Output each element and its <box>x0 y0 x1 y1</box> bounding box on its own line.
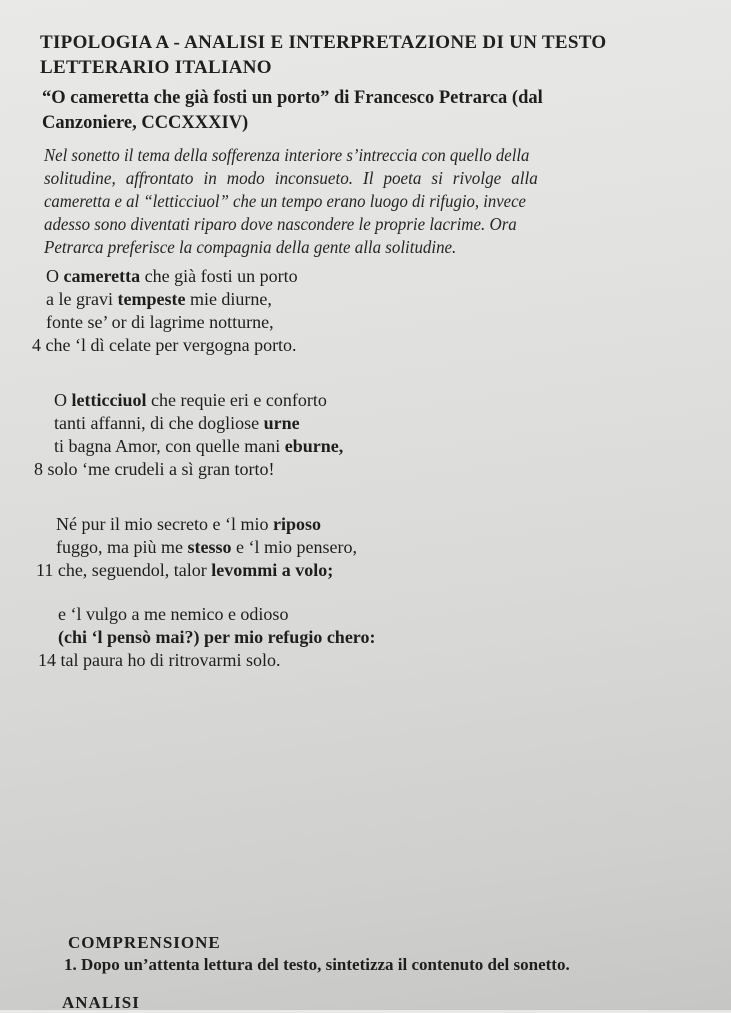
verse-2: a le gravi tempeste mie diurne, <box>46 289 272 309</box>
intro-line-5: Petrarca preferisce la compagnia della gente alla solitudine. <box>44 237 457 257</box>
analisi-heading: ANALISI <box>62 993 140 1012</box>
verse-8: 8 solo ‘me crudeli a sì gran torto! <box>34 459 275 479</box>
verse-14: 14 tal paura ho di ritrovarmi solo. <box>38 650 281 670</box>
verse-13: (chi ‘l pensò mai?) per mio refugio chero: <box>58 627 376 647</box>
verse-12: e ‘l vulgo a me nemico e odioso <box>58 604 289 624</box>
verse-9: Né pur il mio secreto e ‘l mio riposo <box>56 514 321 534</box>
intro-line-3: cameretta e al “letticciuol” che un tempo erano luogo di rifugio, invece <box>44 191 526 211</box>
verse-3: fonte se’ or di lagrime notturne, <box>46 312 274 332</box>
tipologia-heading-line2: LETTERARIO ITALIANO <box>40 57 272 78</box>
intro-line-4: adesso sono diventati riparo dove nascondere le proprie lacrime. Ora <box>44 214 517 234</box>
poem-title-line2: Canzoniere, CCCXXXIV) <box>42 113 249 133</box>
intro-line-1: Nel sonetto il tema della sofferenza interiore s’intreccia con quello della <box>44 145 530 165</box>
poem-title-line1: “O cameretta che già fosti un porto” di Francesco Petrarca (dal <box>42 88 543 108</box>
comprensione-question-1: 1. Dopo un’attenta lettura del testo, sintetizza il contenuto del sonetto. <box>64 955 570 974</box>
tipologia-heading-line1: TIPOLOGIA A - ANALISI E INTERPRETAZIONE DI UN TESTO <box>40 32 607 53</box>
verse-1: O cameretta che già fosti un porto <box>46 266 298 286</box>
verse-11: 11 che, seguendol, talor levommi a volo; <box>36 560 334 580</box>
verse-10: fuggo, ma più me stesso e ‘l mio pensero, <box>56 537 357 557</box>
verse-6: tanti affanni, di che dogliose urne <box>54 413 300 433</box>
intro-line-2: solitudine, affrontato in modo inconsueto. Il poeta si rivolge alla <box>44 168 538 188</box>
verse-5: O letticciuol che requie eri e conforto <box>54 390 327 410</box>
comprensione-heading: COMPRENSIONE <box>68 933 221 952</box>
verse-7: ti bagna Amor, con quelle mani eburne, <box>54 436 344 456</box>
verse-4: 4 che ‘l dì celate per vergogna porto. <box>32 335 297 355</box>
